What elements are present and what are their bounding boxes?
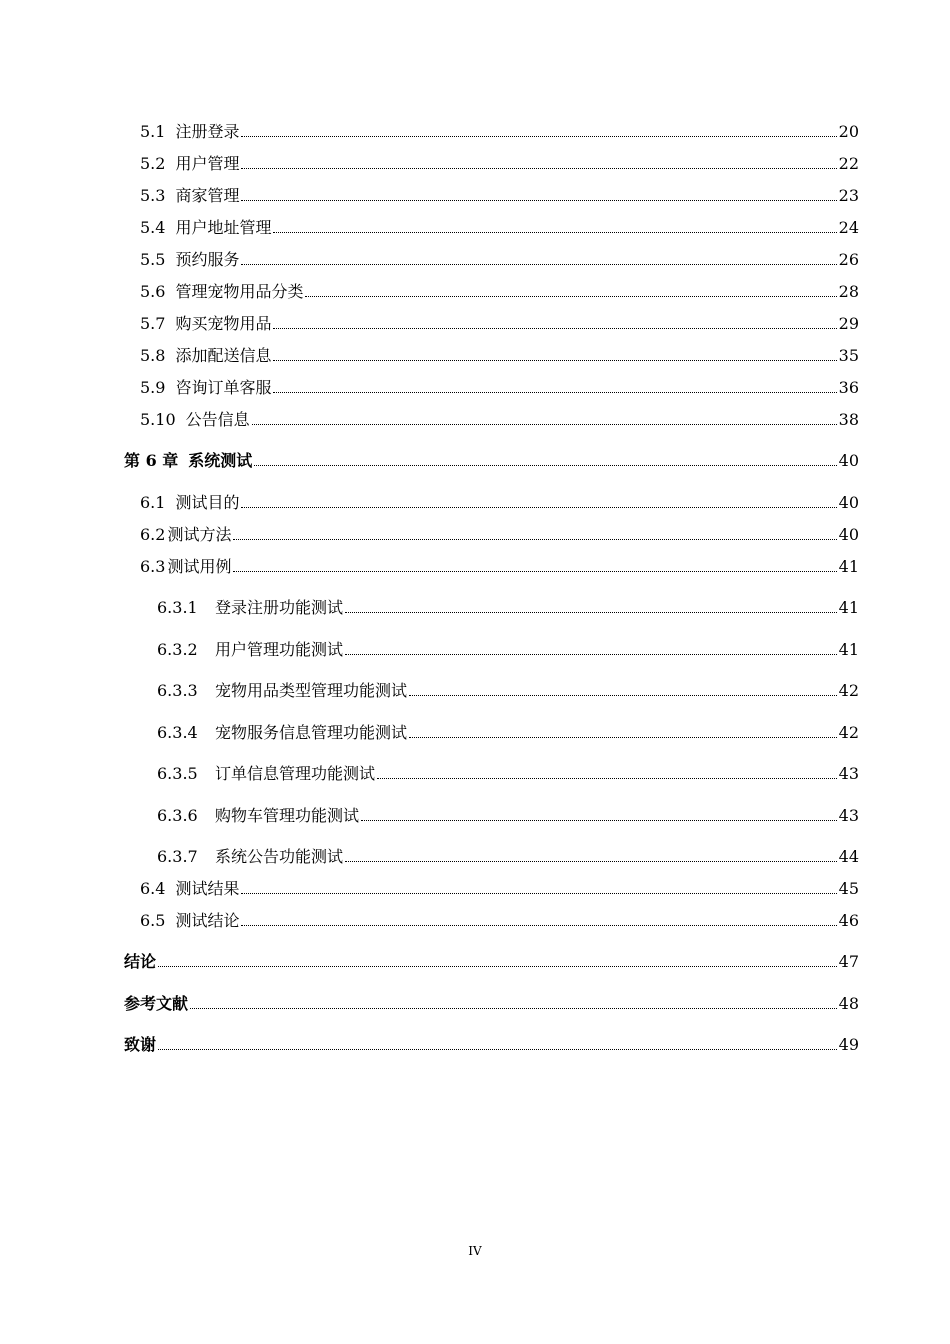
dot-leader xyxy=(345,612,837,613)
toc-page-number: 44 xyxy=(838,847,859,866)
toc-title: 致谢 xyxy=(124,1035,157,1054)
toc-number: 6.3.2 xyxy=(157,640,198,659)
toc-title: 登录注册功能测试 xyxy=(215,598,344,617)
toc-title: 管理宠物用品分类 xyxy=(175,282,304,301)
toc-title: 测试结果 xyxy=(175,879,240,898)
toc-title: 用户管理功能测试 xyxy=(215,640,344,659)
toc-title: 用户管理 xyxy=(175,154,240,173)
toc-number: 6.3 xyxy=(140,557,166,576)
dot-leader xyxy=(273,328,836,329)
toc-chapter-entry[interactable] xyxy=(124,1031,859,1055)
dot-leader xyxy=(377,778,837,779)
dot-leader xyxy=(241,893,836,894)
toc-title: 商家管理 xyxy=(175,186,240,205)
toc-page-number: 40 xyxy=(838,525,859,544)
toc-chapter-entry[interactable] xyxy=(124,447,859,471)
toc-title: 参考文献 xyxy=(124,994,189,1013)
dot-leader xyxy=(409,737,837,738)
toc-number: 6.3.5 xyxy=(157,764,198,783)
toc-title: 注册登录 xyxy=(175,122,240,141)
toc-number: 5.1 xyxy=(140,122,166,141)
toc-entry[interactable] xyxy=(140,214,859,238)
toc-entry[interactable] xyxy=(157,843,859,867)
dot-leader xyxy=(273,232,836,233)
toc-entry[interactable] xyxy=(140,278,859,302)
toc-number: 6.4 xyxy=(140,879,166,898)
toc-title: 公告信息 xyxy=(185,410,250,429)
toc-entry[interactable] xyxy=(140,489,859,513)
toc-page-number: 45 xyxy=(838,879,859,898)
dot-leader xyxy=(241,507,836,508)
toc-title: 用户地址管理 xyxy=(175,218,272,237)
toc-title: 系统测试 xyxy=(188,451,253,470)
toc-title: 预约服务 xyxy=(175,250,240,269)
dot-leader xyxy=(252,424,837,425)
toc-entry[interactable] xyxy=(140,406,859,430)
toc-number: 5.3 xyxy=(140,186,166,205)
dot-leader xyxy=(241,264,836,265)
toc-number: 6.3.3 xyxy=(157,681,198,700)
dot-leader xyxy=(361,820,837,821)
toc-page-number: 49 xyxy=(838,1035,859,1054)
toc-title: 购物车管理功能测试 xyxy=(215,806,360,825)
toc-chapter-entry[interactable] xyxy=(124,948,859,972)
toc-title: 添加配送信息 xyxy=(175,346,272,365)
toc-number: 6.3.4 xyxy=(157,723,198,742)
toc-entry[interactable] xyxy=(157,677,859,701)
toc-page-number: 23 xyxy=(838,186,859,205)
toc-page-number: 41 xyxy=(838,640,859,659)
dot-leader xyxy=(409,695,837,696)
toc-number: 6.3.1 xyxy=(157,598,198,617)
toc-page-number: 43 xyxy=(838,806,859,825)
toc-entry[interactable] xyxy=(140,553,859,577)
toc-page-number: 40 xyxy=(838,451,859,470)
toc-entry[interactable] xyxy=(140,374,859,398)
toc-page-number: 35 xyxy=(838,346,859,365)
toc-page-number: 26 xyxy=(838,250,859,269)
toc-page-number: 46 xyxy=(838,911,859,930)
toc-chapter-entry[interactable] xyxy=(124,990,859,1014)
dot-leader xyxy=(273,392,836,393)
toc-entry[interactable] xyxy=(157,636,859,660)
toc-title: 测试用例 xyxy=(167,557,232,576)
dot-leader xyxy=(345,654,837,655)
toc-page-number: 36 xyxy=(838,378,859,397)
toc-page-number: 38 xyxy=(838,410,859,429)
toc-entry[interactable] xyxy=(140,310,859,334)
toc-entry[interactable] xyxy=(140,150,859,174)
toc-page-number: 24 xyxy=(838,218,859,237)
dot-leader xyxy=(241,136,836,137)
toc-title: 测试方法 xyxy=(167,525,232,544)
toc-entry[interactable] xyxy=(140,875,859,899)
dot-leader xyxy=(254,465,836,466)
toc-page-number: 28 xyxy=(838,282,859,301)
dot-leader xyxy=(305,296,836,297)
dot-leader xyxy=(158,1049,837,1050)
toc-title: 购买宠物用品 xyxy=(175,314,272,333)
toc-page-number: 41 xyxy=(838,598,859,617)
toc-page-number: 48 xyxy=(838,994,859,1013)
toc-number: 5.9 xyxy=(140,378,166,397)
dot-leader xyxy=(273,360,836,361)
dot-leader xyxy=(345,861,837,862)
toc-entry[interactable] xyxy=(157,760,859,784)
toc-page-number: 20 xyxy=(838,122,859,141)
toc-title: 结论 xyxy=(124,952,157,971)
toc-title: 测试目的 xyxy=(175,493,240,512)
toc-number: 6.5 xyxy=(140,911,166,930)
toc-entry[interactable] xyxy=(140,907,859,931)
toc-title: 测试结论 xyxy=(175,911,240,930)
toc-number: 6.2 xyxy=(140,525,166,544)
toc-page-number: 42 xyxy=(838,681,859,700)
toc-title: 宠物用品类型管理功能测试 xyxy=(215,681,408,700)
toc-number: 5.6 xyxy=(140,282,166,301)
toc-title: 宠物服务信息管理功能测试 xyxy=(215,723,408,742)
toc-page-number: 42 xyxy=(838,723,859,742)
toc-entry[interactable] xyxy=(157,719,859,743)
toc-number: 5.7 xyxy=(140,314,166,333)
toc-number: 6.1 xyxy=(140,493,166,512)
toc-title: 咨询订单客服 xyxy=(175,378,272,397)
toc-page-number: 41 xyxy=(838,557,859,576)
dot-leader xyxy=(241,168,836,169)
toc-entry[interactable] xyxy=(140,246,859,270)
toc-entry[interactable] xyxy=(140,521,859,545)
dot-leader xyxy=(190,1008,837,1009)
toc-number: 5.2 xyxy=(140,154,166,173)
toc-number: 5.5 xyxy=(140,250,166,269)
toc-number: 6.3.6 xyxy=(157,806,198,825)
page-number-footer: IV xyxy=(468,1244,482,1258)
toc-page-number: 43 xyxy=(838,764,859,783)
toc-number: 5.10 xyxy=(140,410,176,429)
toc-title: 订单信息管理功能测试 xyxy=(215,764,376,783)
toc-page-number: 22 xyxy=(838,154,859,173)
dot-leader xyxy=(233,571,836,572)
toc-entry[interactable] xyxy=(157,594,859,618)
dot-leader xyxy=(241,200,836,201)
toc-entry[interactable] xyxy=(140,342,859,366)
toc-title: 系统公告功能测试 xyxy=(215,847,344,866)
toc-page-number: 40 xyxy=(838,493,859,512)
toc-number: 6.3.7 xyxy=(157,847,198,866)
dot-leader xyxy=(233,539,836,540)
toc-number: 5.8 xyxy=(140,346,166,365)
toc-chapter-number: 第 6 章 xyxy=(124,451,179,470)
toc-number: 5.4 xyxy=(140,218,166,237)
toc-entry[interactable] xyxy=(140,182,859,206)
dot-leader xyxy=(241,925,836,926)
toc-entry[interactable] xyxy=(157,802,859,826)
dot-leader xyxy=(158,966,837,967)
toc-entry[interactable] xyxy=(140,118,859,142)
toc-page-number: 47 xyxy=(838,952,859,971)
toc-page-number: 29 xyxy=(838,314,859,333)
